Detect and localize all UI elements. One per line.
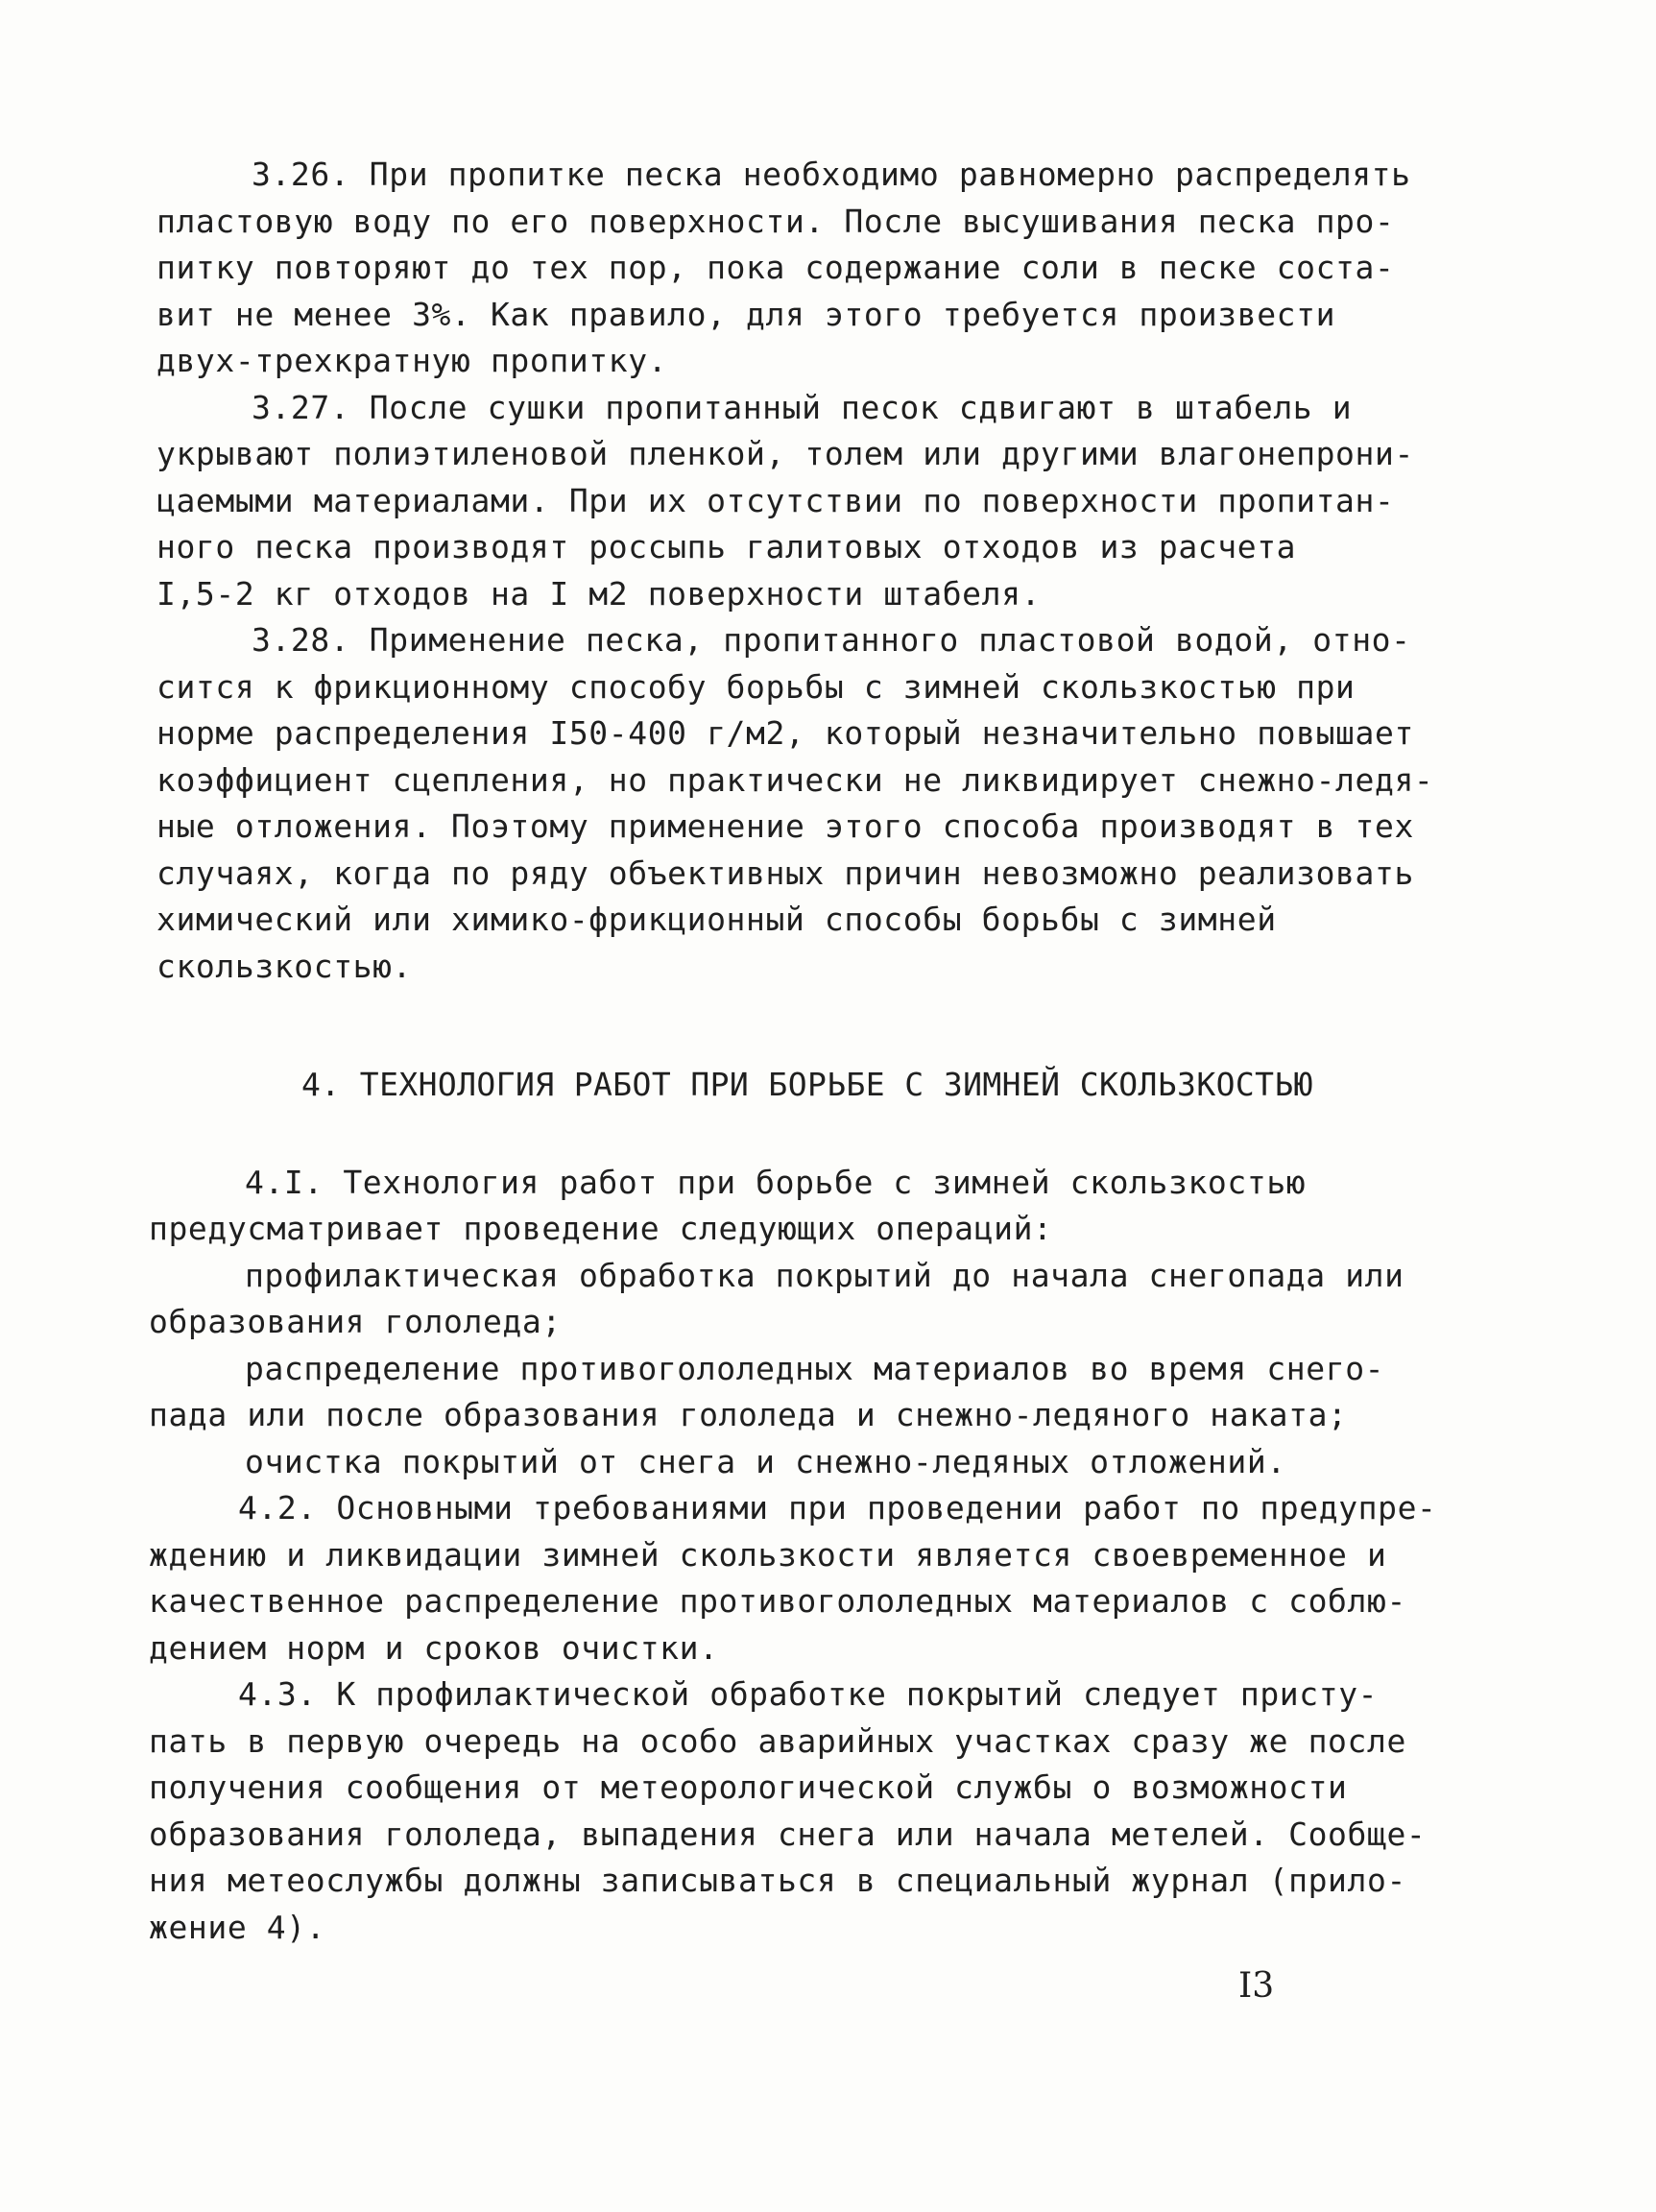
text-line: норме распределения I50-400 г/м2, который незначительно повышает [156, 714, 1414, 752]
text-line: образования гололеда; [149, 1303, 562, 1340]
text-line: жение 4). [149, 1909, 326, 1946]
text-line: ния метеослужбы должны записываться в специальный журнал (прило- [149, 1862, 1406, 1899]
text-line: двух-трехкратную пропитку. [156, 342, 668, 379]
text-line: сится к фрикционному способу борьбы с зимней скользкостью при [156, 668, 1356, 706]
text-line: 4.I. Технология работ при борьбе с зимней скользкостью [245, 1164, 1307, 1201]
text-line: I,5-2 кг отходов на I м2 поверхности штабеля. [156, 575, 1042, 613]
text-line: предусматривает проведение следующих операций: [149, 1210, 1053, 1247]
text-line: образования гололеда, выпадения снега или начала метелей. Сообще- [149, 1815, 1427, 1853]
text-line: укрывают полиэтиленовой пленкой, толем или другими влагонепрони- [156, 435, 1414, 472]
text-line: 3.28. Применение песка, пропитанного пластовой водой, отно- [252, 621, 1411, 659]
text-line: очистка покрытий от снега и снежно-ледяных отложений. [245, 1443, 1286, 1480]
section-heading: 4. ТЕХНОЛОГИЯ РАБОТ ПРИ БОРЬБЕ С ЗИМНЕЙ СКОЛЬЗКОСТЬЮ [301, 1066, 1313, 1103]
text-line: вит не менее 3%. Как правило, для этого требуется произвести [156, 296, 1336, 333]
text-line: пада или после образования гололеда и снежно-ледяного наката; [149, 1396, 1348, 1433]
text-line: 3.27. После сушки пропитанный песок сдвигают в штабель и [252, 389, 1353, 426]
text-line: цаемыми материалами. При их отсутствии по поверхности пропитан- [156, 482, 1395, 519]
text-line: 3.26. При пропитке песка необходимо равномерно распределять [252, 156, 1411, 193]
text-line: пать в первую очередь на особо аварийных участках сразу же после [149, 1722, 1406, 1760]
text-line: профилактическая обработка покрытий до начала снегопада или [245, 1257, 1404, 1294]
text-line: коэффициент сцепления, но практически не ликвидирует снежно-ледя- [156, 761, 1434, 799]
text-line: распределение противогололедных материалов во время снего- [245, 1350, 1385, 1387]
text-line: дением норм и сроков очистки. [149, 1629, 719, 1667]
text-line: питку повторяют до тех пор, пока содержание соли в песке соста- [156, 249, 1395, 286]
text-line: 4.2. Основными требованиями при проведении работ по предупре- [238, 1489, 1437, 1527]
text-line: ного песка производят россыпь галитовых отходов из расчета [156, 528, 1297, 565]
text-line: скользкостью. [156, 948, 413, 985]
text-line: 4.3. К профилактической обработке покрытий следует присту- [238, 1675, 1379, 1713]
text-line: получения сообщения от метеорологической службы о возможности [149, 1768, 1348, 1806]
text-line: ждению и ликвидации зимней скользкости является своевременное и [149, 1536, 1387, 1574]
text-line: ные отложения. Поэтому применение этого способа производят в тех [156, 807, 1414, 845]
text-line: качественное распределение противогололедных материалов с соблю- [149, 1582, 1406, 1620]
text-line: случаях, когда по ряду объективных причин невозможно реализовать [156, 854, 1414, 892]
text-line: пластовую воду по его поверхности. После высушивания песка про- [156, 203, 1395, 240]
text-line: химический или химико-фрикционный способы борьбы с зимней [156, 901, 1277, 938]
page-number: I3 [1238, 1966, 1275, 2006]
